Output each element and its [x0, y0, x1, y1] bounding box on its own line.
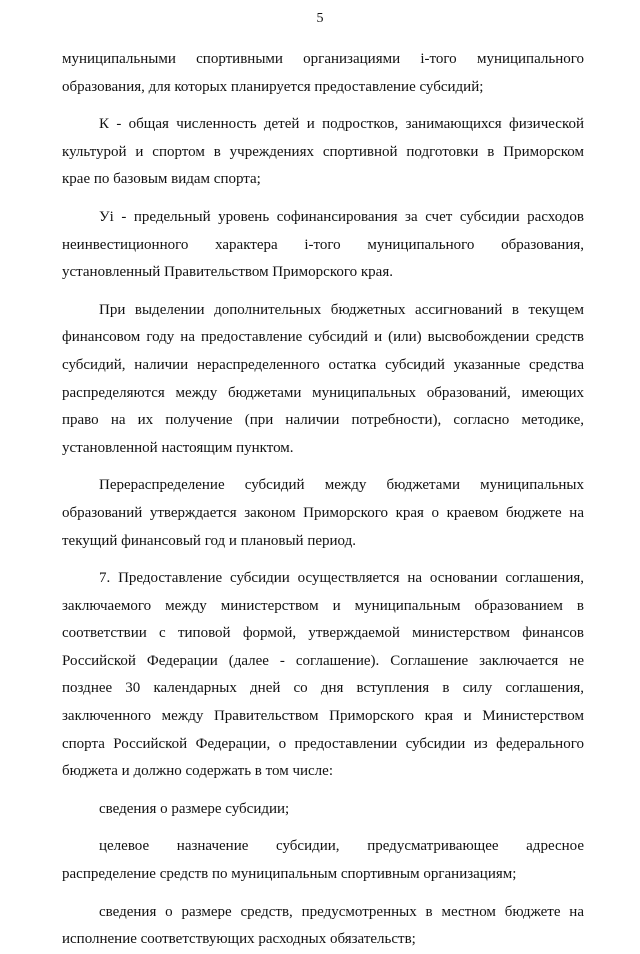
text-line: позднее 30 календарных дней со дня вступления в силу соглашения, — [62, 680, 584, 697]
text-line: установленный Правительством Приморского края. — [62, 264, 393, 281]
text-line: образования, для которых планируется предоставление субсидий; — [62, 78, 484, 95]
text-line: муниципальными спортивными организациями i-того муниципального — [62, 51, 584, 67]
text-line: Перераспределение субсидий между бюджетами муниципальных — [99, 477, 584, 494]
paragraph-yi-definition — [62, 204, 584, 287]
document-body — [62, 46, 584, 954]
text-line: спорта Российской Федерации, о предоставлении субсидии из федерального — [62, 735, 584, 752]
text-line: При выделении дополнительных бюджетных ассигнований в текущем — [99, 301, 584, 318]
paragraph-additional-allocations — [62, 297, 584, 463]
text-line: финансовом году на предоставление субсидий и (или) высвобождении средств — [62, 329, 584, 346]
text-line: бюджета и должно содержать в том числе: — [62, 763, 333, 780]
text-line: текущий финансовый год и плановый период. — [62, 532, 357, 549]
text-line: заключенного между Правительством Приморского края и Министерством — [62, 708, 584, 725]
text-line: неинвестиционного характера i-того муниципального образования, — [62, 236, 584, 253]
text-line: установленной настоящим пунктом. — [62, 439, 294, 456]
text-line: право на их получение (при наличии потребности), согласно методике, — [62, 412, 584, 429]
paragraph-redistribution — [62, 472, 584, 555]
text-line: сведения о размере средств, предусмотренных в местном бюджете на — [99, 903, 584, 920]
text-line: соответствии с типовой формой, утверждаемой министерством финансов — [62, 625, 584, 642]
paragraph-continuation — [62, 46, 584, 101]
text-line: целевое назначение субсидии, предусматривающее адресное — [99, 838, 584, 855]
paragraph-item-7 — [62, 565, 584, 786]
text-line: Уi - предельный уровень софинансирования за счет субсидии расходов — [99, 208, 584, 225]
paragraph-subsidy-size — [62, 796, 584, 824]
text-line: сведения о размере субсидии; — [99, 800, 290, 817]
page-number: 5 — [316, 11, 324, 26]
text-line: заключаемого между министерством и муниципальным образованием в — [62, 597, 584, 614]
text-line: К - общая численность детей и подростков, занимающихся физической — [99, 116, 584, 133]
text-line: культурой и спортом в учреждениях спортивной подготовки в Приморском — [62, 143, 584, 160]
text-line: 7. Предоставление субсидии осуществляется на основании соглашения, — [99, 570, 584, 587]
text-line: образований утверждается законом Приморского края о краевом бюджете на — [62, 504, 584, 521]
text-line: субсидий, наличии нераспределенного остатка субсидий указанные средства — [62, 356, 584, 373]
text-line: распределение средств по муниципальным спортивным организациям; — [62, 866, 517, 883]
paragraph-local-budget — [62, 899, 584, 954]
text-line: Российской Федерации (далее - соглашение). Соглашение заключается не — [62, 652, 584, 669]
paragraph-target-purpose — [62, 833, 584, 888]
text-line: распределяются между бюджетами муниципальных образований, имеющих — [62, 384, 584, 401]
text-line: исполнение соответствующих расходных обязательств; — [62, 931, 416, 948]
paragraph-k-definition — [62, 111, 584, 194]
text-line: крае по базовым видам спорта; — [62, 171, 261, 188]
